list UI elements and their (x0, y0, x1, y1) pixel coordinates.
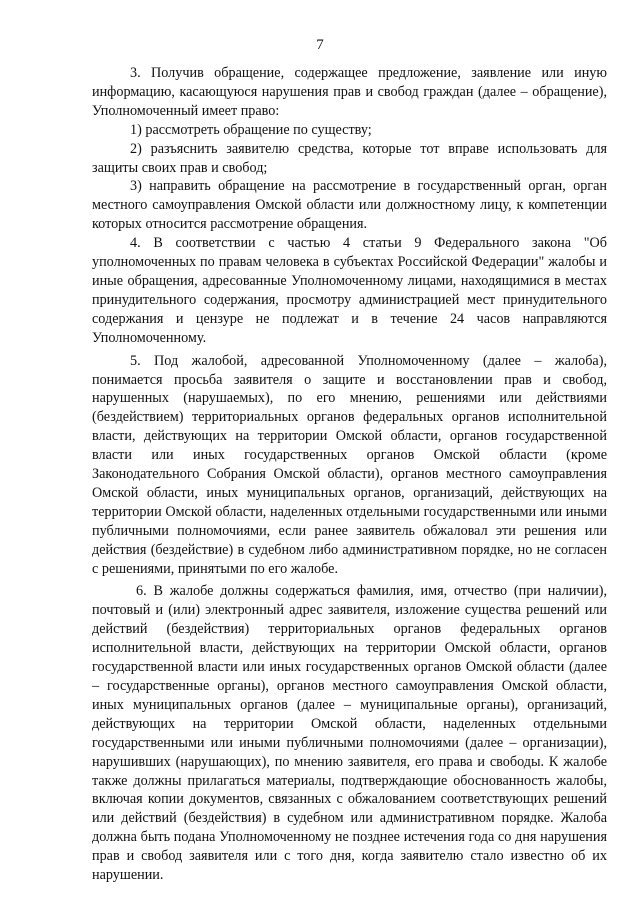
paragraph-6: 6. В жалобе должны содержаться фамилия, имя, отчество (при наличии), почтовый и (или) электронный адрес заявителя, изложение существа решений или действий (бездействия) территориальных органов федеральных органов исполнительной власти, действующих на территории Омской области, органов государственной власти или иных государственных органов Омской области (далее – государственные органы), органов местного самоуправления Омской области, иных муниципальных органов (далее – муниципальные органы), организаций, действующих на территории Омской области, наделенных отдельными государственными или иными публичными полномочиями (далее – организации), нарушивших (нарушающих), по мнению заявителя, его права и свободы. К жалобе также должны прилагаться материалы, подтверждающие обоснованность жалобы, включая копии документов, связанных с обжалованием соответствующих решений или действий (бездействия) в судебном или административном порядке. Жалоба должна быть подана Уполномоченному не позднее истечения года со дня нарушения прав и свобод заявителя или с того дня, когда заявителю стало известно об их нарушении. (92, 583, 607, 884)
page-number: 7 (316, 37, 324, 53)
paragraph-4: 4. В соответствии с частью 4 статьи 9 Федерального закона "Об уполномоченных по правам человека в субъектах Российской Федерации" жалобы и иные обращения, адресованные Уполномоченному лицами, находящимися в местах принудительного содержания, просмотру администрацией мест принудительного содержания и цензуре не подлежат и в течение 24 часов направляются Уполномоченному. (92, 235, 607, 346)
list-item-1: 1) рассмотреть обращение по существу; (130, 121, 372, 138)
document-body (92, 64, 607, 885)
list-item-3: 3) направить обращение на рассмотрение в государственный орган, орган местного самоуправления Омской области или должностному лицу, к компетенции которых относится рассмотрение обращения. (92, 178, 607, 233)
list-item-2: 2) разъяснить заявителю средства, которые тот вправе использовать для защиты своих прав и свобод; (92, 140, 607, 176)
paragraph-5: 5. Под жалобой, адресованной Уполномоченному (далее – жалоба), понимается просьба заявителя о защите и восстановлении прав и свобод, нарушенных (нарушаемых), по его мнению, решениями или действиями (бездействием) территориальных органов федеральных органов исполнительной власти, действующих на территории Омской области, органов государственной власти или иных государственных органов Омской области (кроме Законодательного Собрания Омской области), органов местного самоуправления Омской области, иных муниципальных органов, организаций, действующих на территории Омской области, наделенных отдельными государственными или иными публичными полномочиями, если ранее заявитель обжаловал эти решения или действия (бездействие) в судебном либо административном порядке, но не согласен с решениями, принятыми по его жалобе. (92, 352, 607, 577)
paragraph-3: 3. Получив обращение, содержащее предложение, заявление или иную информацию, касающуюся нарушения прав и свобод граждан (далее – обращение), Уполномоченный имеет право: (92, 65, 607, 119)
